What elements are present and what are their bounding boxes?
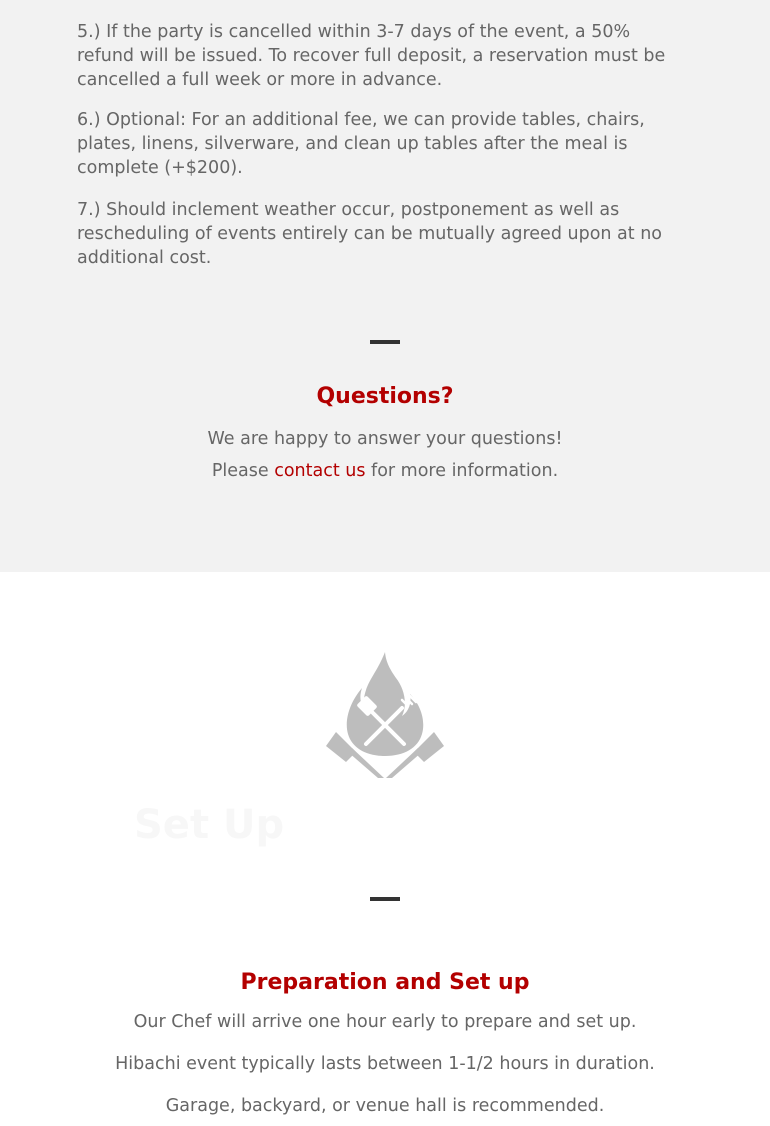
contact-us-link[interactable]: contact us: [274, 461, 366, 481]
setup-line: Hibachi event typically lasts between 1-1/2 hours in duration.: [115, 1054, 655, 1074]
contact-prefix: Please: [211, 461, 275, 481]
questions-line: We are happy to answer your questions!: [207, 429, 563, 449]
contact-suffix: for more information.: [365, 461, 559, 481]
setup-heading: Preparation and Set up: [240, 970, 530, 995]
setup-line: Garage, backyard, or venue hall is recommended.: [165, 1096, 605, 1116]
campfire-grill-icon: [322, 648, 448, 778]
policy-item-7: 7.) Should inclement weather occur, postponement as well as rescheduling of events entirely can be mutually agreed upon at no additional cost.: [77, 200, 663, 268]
setup-line: Our Chef will arrive one hour early to prepare and set up.: [133, 1012, 637, 1032]
policy-item-6: 6.) Optional: For an additional fee, we can provide tables, chairs, plates, linens, silverware, and clean up tables after the meal is complete (+$200).: [77, 110, 645, 178]
setup-ghost-title: Set Up: [134, 802, 285, 848]
contact-line: [0, 459, 770, 483]
section-divider: [370, 340, 400, 344]
policy-item-5: 5.) If the party is cancelled within 3-7 days of the event, a 50% refund will be issued. To recover full deposit, a reservation must be cancelled a full week or more in advance.: [77, 22, 666, 90]
questions-heading: Questions?: [316, 384, 454, 409]
section-divider: [370, 897, 400, 901]
